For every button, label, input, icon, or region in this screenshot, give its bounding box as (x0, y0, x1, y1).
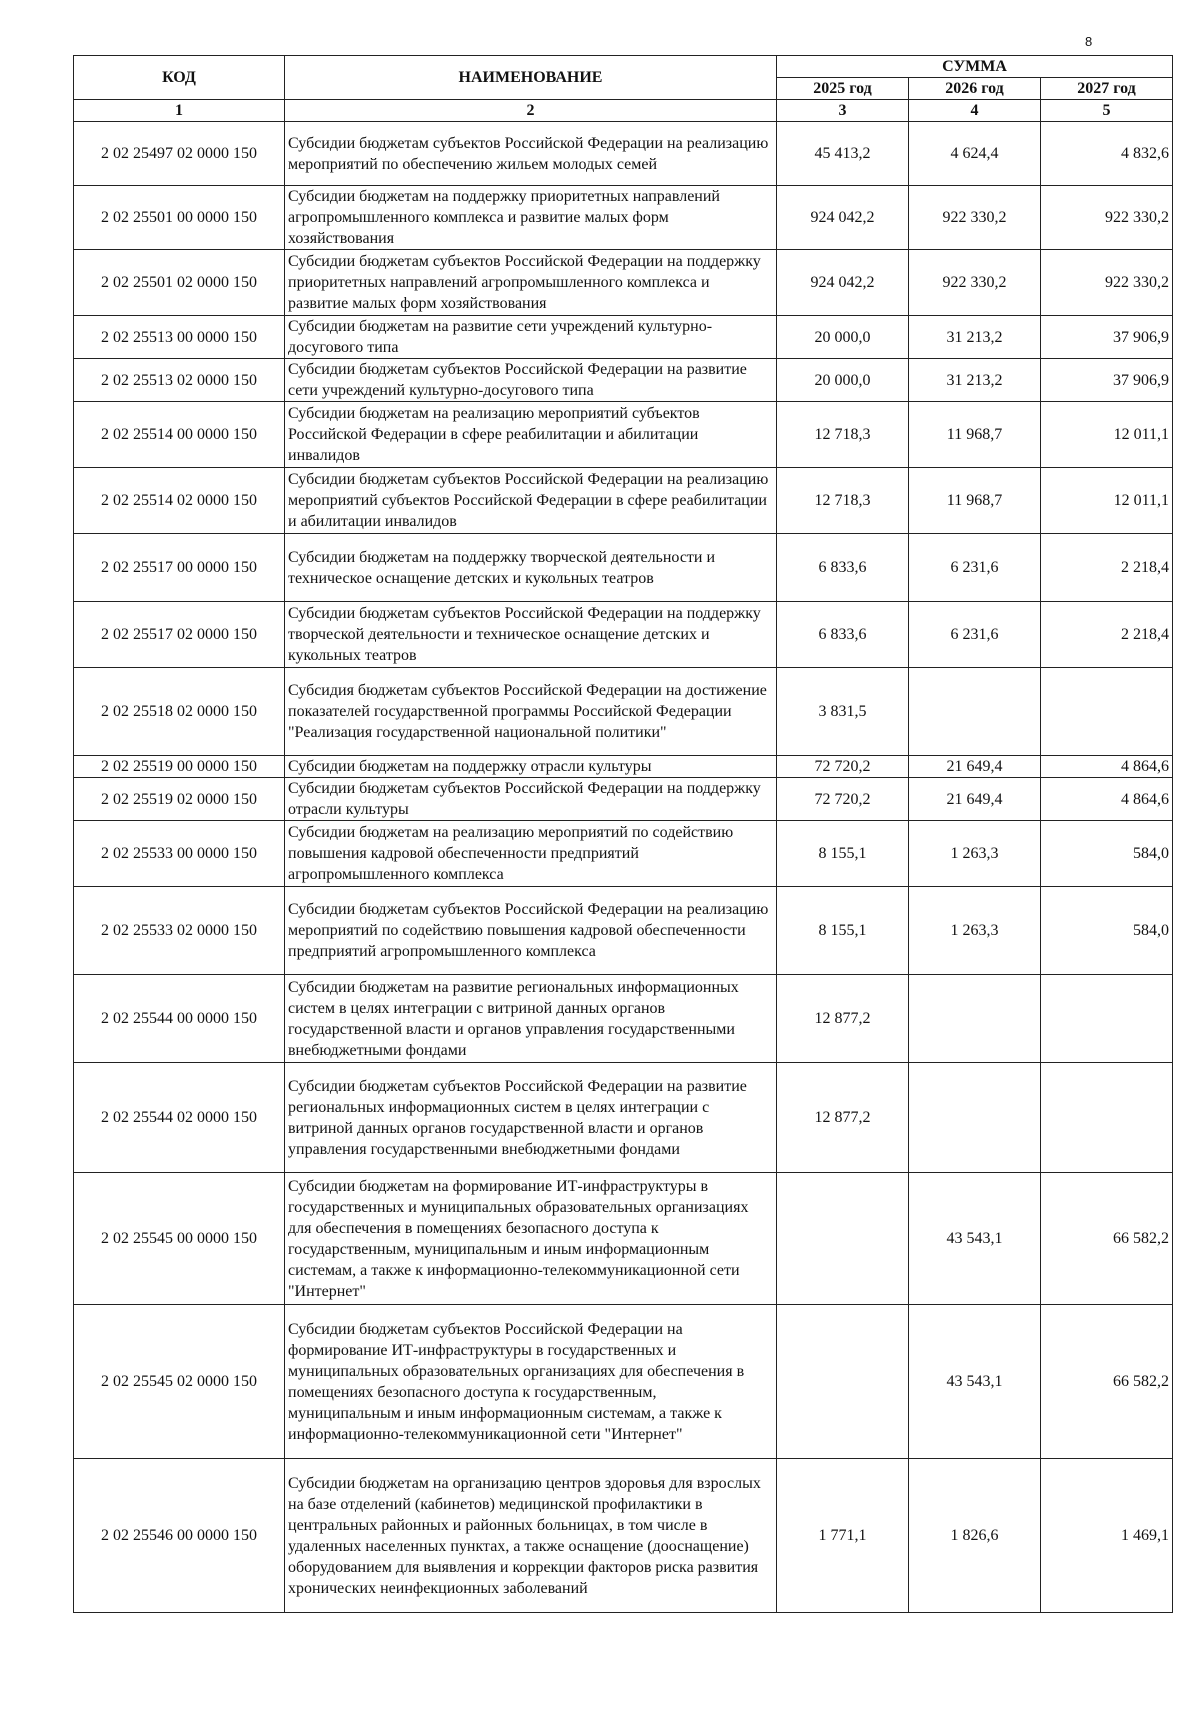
row-code: 2 02 25501 00 0000 150 (74, 186, 285, 250)
row-code: 2 02 25514 02 0000 150 (74, 468, 285, 534)
row-name: Субсидии бюджетам субъектов Российской Федерации на реализацию мероприятий по содействию повышения кадровой обеспеченности предприятий агропромышленного комплекса (285, 887, 777, 975)
header-year-2027: 2027 год (1041, 78, 1173, 100)
row-name: Субсидии бюджетам на поддержку отрасли культуры (285, 756, 777, 778)
header-year-2025: 2025 год (777, 78, 909, 100)
row-name: Субсидии бюджетам субъектов Российской Федерации на формирование ИТ-инфраструктуры в государственных и муниципальных образовательных организациях для обеспечения в помещениях безопасного доступа к государственным, муниципальным и иным информационным системам, а также к информационно-телекоммуникационной сети "Интернет" (285, 1305, 777, 1459)
row-value-2026: 1 263,3 (909, 887, 1041, 975)
row-name: Субсидии бюджетам на развитие сети учреждений культурно-досугового типа (285, 316, 777, 359)
table-body (74, 122, 1173, 1613)
row-value-2025: 8 155,1 (777, 821, 909, 887)
row-value-2025: 20 000,0 (777, 359, 909, 402)
row-code: 2 02 25519 00 0000 150 (74, 756, 285, 778)
table-row (74, 250, 1173, 316)
row-value-2027: 922 330,2 (1041, 250, 1173, 316)
table-row (74, 1305, 1173, 1459)
row-value-2027: 584,0 (1041, 887, 1173, 975)
column-index-3: 3 (777, 100, 909, 122)
table-row (74, 316, 1173, 359)
row-code: 2 02 25533 00 0000 150 (74, 821, 285, 887)
row-value-2026: 11 968,7 (909, 468, 1041, 534)
row-value-2027: 4 864,6 (1041, 778, 1173, 821)
row-value-2026 (909, 1063, 1041, 1173)
page-number: 8 (1085, 34, 1093, 49)
table-row (74, 821, 1173, 887)
row-value-2026: 43 543,1 (909, 1305, 1041, 1459)
table-row (74, 122, 1173, 186)
row-name: Субсидии бюджетам субъектов Российской Федерации на реализацию мероприятий по обеспечению жильем молодых семей (285, 122, 777, 186)
row-value-2027: 66 582,2 (1041, 1173, 1173, 1305)
table-row (74, 1173, 1173, 1305)
row-code: 2 02 25546 00 0000 150 (74, 1459, 285, 1613)
row-value-2025: 72 720,2 (777, 756, 909, 778)
row-value-2025: 924 042,2 (777, 250, 909, 316)
row-value-2025 (777, 1173, 909, 1305)
row-value-2027: 4 864,6 (1041, 756, 1173, 778)
row-value-2026: 6 231,6 (909, 534, 1041, 602)
column-index-2: 2 (285, 100, 777, 122)
row-value-2025: 3 831,5 (777, 668, 909, 756)
row-value-2025: 924 042,2 (777, 186, 909, 250)
row-name: Субсидии бюджетам на организацию центров здоровья для взрослых на базе отделений (кабинетов) медицинской профилактики в центральных районных и районных больницах, в том числе в удаленных населенных пунктах, а также оснащение (дооснащение) оборудованием для выявления и коррекции факторов риска развития хронических неинфекционных заболеваний (285, 1459, 777, 1613)
row-name: Субсидии бюджетам субъектов Российской Федерации на развитие сети учреждений культурно-досугового типа (285, 359, 777, 402)
row-value-2026: 31 213,2 (909, 359, 1041, 402)
row-value-2025 (777, 1305, 909, 1459)
row-value-2027: 922 330,2 (1041, 186, 1173, 250)
row-value-2027 (1041, 1063, 1173, 1173)
row-value-2026: 31 213,2 (909, 316, 1041, 359)
row-value-2026: 1 263,3 (909, 821, 1041, 887)
row-value-2027: 584,0 (1041, 821, 1173, 887)
row-value-2026: 21 649,4 (909, 756, 1041, 778)
row-value-2025: 6 833,6 (777, 602, 909, 668)
row-value-2027: 1 469,1 (1041, 1459, 1173, 1613)
row-value-2025: 72 720,2 (777, 778, 909, 821)
table-row (74, 887, 1173, 975)
table-row (74, 534, 1173, 602)
row-value-2027: 12 011,1 (1041, 468, 1173, 534)
row-value-2026: 922 330,2 (909, 250, 1041, 316)
row-value-2025: 20 000,0 (777, 316, 909, 359)
row-value-2027: 66 582,2 (1041, 1305, 1173, 1459)
row-code: 2 02 25533 02 0000 150 (74, 887, 285, 975)
table-row (74, 1459, 1173, 1613)
header-name: НАИМЕНОВАНИЕ (285, 56, 777, 100)
table-row (74, 359, 1173, 402)
row-code: 2 02 25544 02 0000 150 (74, 1063, 285, 1173)
row-name: Субсидии бюджетам субъектов Российской Федерации на поддержку творческой деятельности и техническое оснащение детских и кукольных театров (285, 602, 777, 668)
table-row (74, 778, 1173, 821)
header-code: КОД (74, 56, 285, 100)
column-index-4: 4 (909, 100, 1041, 122)
table-row (74, 756, 1173, 778)
row-value-2025: 45 413,2 (777, 122, 909, 186)
row-value-2027: 37 906,9 (1041, 359, 1173, 402)
row-value-2027: 2 218,4 (1041, 534, 1173, 602)
row-value-2026: 4 624,4 (909, 122, 1041, 186)
row-code: 2 02 25513 02 0000 150 (74, 359, 285, 402)
row-name: Субсидии бюджетам субъектов Российской Федерации на реализацию мероприятий субъектов Российской Федерации в сфере реабилитации и абилитации инвалидов (285, 468, 777, 534)
header-year-2026: 2026 год (909, 78, 1041, 100)
table-row (74, 975, 1173, 1063)
row-value-2025: 12 877,2 (777, 1063, 909, 1173)
row-name: Субсидии бюджетам на поддержку творческой деятельности и техническое оснащение детских и кукольных театров (285, 534, 777, 602)
row-value-2026: 43 543,1 (909, 1173, 1041, 1305)
row-value-2025: 12 718,3 (777, 402, 909, 468)
row-code: 2 02 25545 02 0000 150 (74, 1305, 285, 1459)
header-sum: СУММА (777, 56, 1173, 78)
row-code: 2 02 25519 02 0000 150 (74, 778, 285, 821)
row-name: Субсидии бюджетам на развитие региональных информационных систем в целях интеграции с витриной данных органов государственной власти и органов управления государственными внебюджетными фондами (285, 975, 777, 1063)
row-name: Субсидии бюджетам на поддержку приоритетных направлений агропромышленного комплекса и развитие малых форм хозяйствования (285, 186, 777, 250)
row-value-2025: 1 771,1 (777, 1459, 909, 1613)
row-name: Субсидии бюджетам на реализацию мероприятий по содействию повышения кадровой обеспеченности предприятий агропромышленного комплекса (285, 821, 777, 887)
column-index-5: 5 (1041, 100, 1173, 122)
row-name: Субсидии бюджетам субъектов Российской Федерации на развитие региональных информационных систем в целях интеграции с витриной данных органов государственной власти и органов управления государственными внебюджетными фондами (285, 1063, 777, 1173)
row-code: 2 02 25497 02 0000 150 (74, 122, 285, 186)
row-code: 2 02 25545 00 0000 150 (74, 1173, 285, 1305)
table-row (74, 668, 1173, 756)
row-value-2027: 4 832,6 (1041, 122, 1173, 186)
row-value-2026: 1 826,6 (909, 1459, 1041, 1613)
row-name: Субсидия бюджетам субъектов Российской Федерации на достижение показателей государственной программы Российской Федерации "Реализация государственной национальной политики" (285, 668, 777, 756)
row-value-2026 (909, 975, 1041, 1063)
row-value-2026: 922 330,2 (909, 186, 1041, 250)
row-value-2025: 12 718,3 (777, 468, 909, 534)
row-code: 2 02 25514 00 0000 150 (74, 402, 285, 468)
row-code: 2 02 25544 00 0000 150 (74, 975, 285, 1063)
row-value-2027: 37 906,9 (1041, 316, 1173, 359)
table-row (74, 602, 1173, 668)
row-name: Субсидии бюджетам на реализацию мероприятий субъектов Российской Федерации в сфере реабилитации и абилитации инвалидов (285, 402, 777, 468)
row-code: 2 02 25501 02 0000 150 (74, 250, 285, 316)
row-value-2025: 12 877,2 (777, 975, 909, 1063)
table-row (74, 1063, 1173, 1173)
table-row (74, 186, 1173, 250)
row-name: Субсидии бюджетам субъектов Российской Федерации на поддержку отрасли культуры (285, 778, 777, 821)
row-value-2027 (1041, 668, 1173, 756)
table-row (74, 402, 1173, 468)
row-value-2026: 21 649,4 (909, 778, 1041, 821)
column-index-1: 1 (74, 100, 285, 122)
row-value-2026 (909, 668, 1041, 756)
row-value-2025: 6 833,6 (777, 534, 909, 602)
row-code: 2 02 25513 00 0000 150 (74, 316, 285, 359)
row-value-2025: 8 155,1 (777, 887, 909, 975)
row-code: 2 02 25518 02 0000 150 (74, 668, 285, 756)
row-value-2027: 12 011,1 (1041, 402, 1173, 468)
row-value-2027 (1041, 975, 1173, 1063)
row-value-2026: 6 231,6 (909, 602, 1041, 668)
row-value-2026: 11 968,7 (909, 402, 1041, 468)
row-value-2027: 2 218,4 (1041, 602, 1173, 668)
row-code: 2 02 25517 02 0000 150 (74, 602, 285, 668)
budget-table (73, 55, 1173, 1613)
table-row (74, 468, 1173, 534)
row-name: Субсидии бюджетам субъектов Российской Федерации на поддержку приоритетных направлений агропромышленного комплекса и развитие малых форм хозяйствования (285, 250, 777, 316)
row-name: Субсидии бюджетам на формирование ИТ-инфраструктуры в государственных и муниципальных образовательных организациях для обеспечения в помещениях безопасного доступа к государственным, муниципальным и иным информационным системам, а также к информационно-телекоммуникационной сети "Интернет" (285, 1173, 777, 1305)
row-code: 2 02 25517 00 0000 150 (74, 534, 285, 602)
